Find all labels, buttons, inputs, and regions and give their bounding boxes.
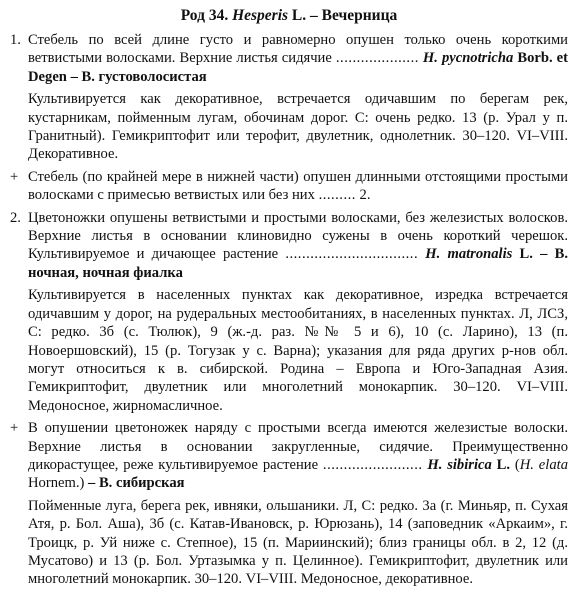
leader-dots: ................................ (285, 246, 419, 263)
leader-dots: ......... (318, 187, 356, 204)
species-latin: H. matronalis (425, 246, 513, 263)
species-author: Borb. et Degen (28, 50, 568, 85)
entry-text: Цветоножки опушены ветвистыми и простыми волосками, без железистых волосков. Верхние листья в основании клиновидно сужены в очень короткий черешок. Культивируемое и дичающее растение ................................ H. matronalis L. – В. ночная, ночная фиалка (28, 209, 568, 281)
genus-latin-name: Hesperis (232, 7, 289, 24)
key-entry-2 (10, 209, 568, 415)
species-author: L. (491, 456, 511, 473)
entry-text: Стебель по всей длине густо и равномерно опушен только очень короткими ветвистыми волосками. Верхние листья сидячие .................... H. pycnotricha Borb. et Degen – В. густоволосистая (28, 32, 568, 85)
key-entry-1-alt (10, 168, 568, 205)
key-entry-1 (10, 31, 568, 164)
entry-text: Стебель (по крайней мере в нижней части) опушен длинными отстоящими простыми волосками с примесью ветвистых или без них ......... 2. (28, 168, 568, 204)
synonym-latin: H. elata (519, 456, 568, 473)
entry-text: В опушении цветоножек наряду с простыми всегда имеются железистые волоски. Верхние листья в основании закругленные, сидячие. Преимущественно дикорастущее, реже культивируемое растение ........................ H. sibirica L. (H. elata Hornem.) – В. сибирская (28, 420, 568, 492)
genus-author-and-russian-name: L. – Вечерница (288, 7, 398, 24)
species-russian-name: – В. ночная, ночная фиалка (28, 246, 568, 281)
lead-reference: 2. (355, 187, 371, 204)
entry-number: + (10, 168, 19, 185)
species-russian-name: – В. густоволосистая (66, 68, 207, 85)
species-latin: H. sibirica (427, 456, 492, 473)
entry-number: + (10, 420, 19, 437)
species-latin: H. pycnotricha (422, 50, 514, 67)
species-note: Культивируется как декоративное, встречается одичавшим по берегам рек, кустарникам, пойменным лугам, обочинам дорог. С: очень редко. 13 (р. Урал у п. Гранитный). Гемикриптофит или терофит, двулетник, однолетник. 30–120. VI–VIII. Декоративное. (28, 91, 568, 163)
entry-number: 1. (10, 32, 21, 48)
species-russian-name: – В. сибирская (84, 475, 185, 492)
genus-heading (10, 6, 568, 25)
leader-dots: ........................ (322, 456, 423, 473)
species-author: L. (512, 246, 533, 263)
species-note: Культивируется в населенных пунктах как декоративное, изредка встречается одичавшим у дорог, на рудеральных местообитаниях, в населенных пунктах. Л, ЛСЗ, С: редко. 3б (с. Тюлюк), 9 (ж.-д. раз. №№ 5 и 6), 10 (с. Ларино), 13 (п. Новоершовский), 15 (р. Тогузак у с. Варна); указания для ряда других р-нов обл. могут относиться к в. сибирской. Родина – Европа и Юго-Западная Азия. Гемикриптофит, двулетник или многолетний монокарпик. 30–120. VI–VIII. Медоносное, жирномасличное. (28, 287, 568, 414)
species-note: Пойменные луга, берега рек, ивняки, ольшаники. Л, С: редко. 3а (г. Миньяр, п. Сухая Атя, р. Бол. Аша), 3б (с. Катав-Ивановск, р. Юрюзань), 14 (заповедник «Аркаим», г. Троицк, р. Уй ниже с. Степное), 15 (п. Мариинский); близ границы обл. в 2, 12 (д. Мусатово) и 13 (р. Бол. Уртазымка у п. Целинное). Гемикриптофит, двулетник или многолетний монокарпик. 30–120. VI–VIII. Медоносное, декоративное. (28, 497, 568, 588)
entry-number: 2. (10, 209, 21, 226)
key-entry-2-alt (10, 419, 568, 589)
synonym-author: Hornem.) (28, 475, 85, 492)
genus-prefix: Род 34. (180, 7, 233, 24)
leader-dots: .................... (335, 50, 419, 67)
synonym-open: ( (510, 456, 520, 473)
